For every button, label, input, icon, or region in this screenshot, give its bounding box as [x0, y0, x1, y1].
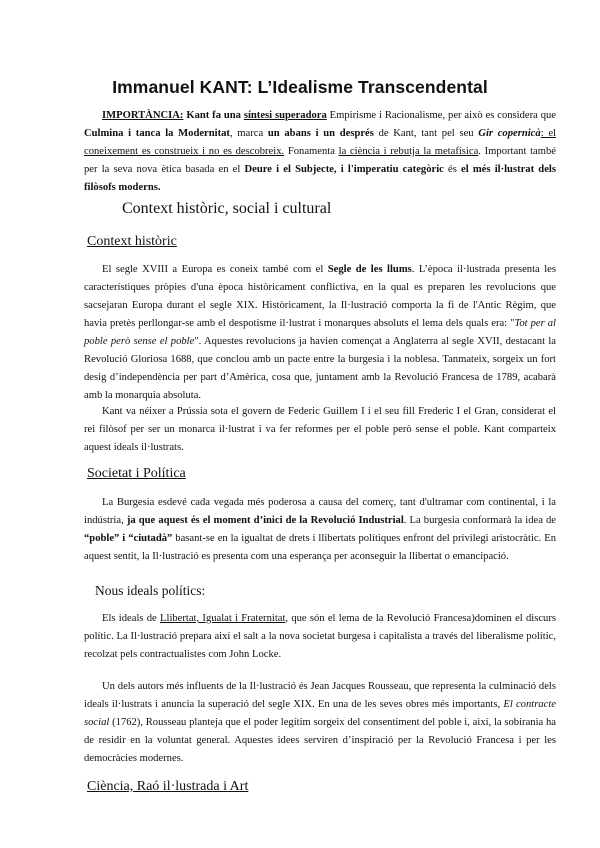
heading-nous-ideals: Nous ideals polítics: — [95, 583, 206, 598]
section-main-heading: Context històric, social i cultural — [122, 200, 332, 217]
document-title: Immanuel KANT: L’Idealisme Transcendental — [112, 77, 488, 97]
context-historic-paragraph-1: El segle XVIII a Europa es coneix també com el Segle de les llums. L’època il·lustrada presenta les característiques pròpies d'una època històricament conflictiva, en la qual es preparen les revolucions que sacsejaran Europa durant el segle XIX. Històricament, la Il·lustració comporta la fi de l'Antic Règim, que havia pretès perllongar-se amb el despotisme il·lustrat i monarques absoluts el lema dels quals era: "Tot per al poble però sense el poble". Aquestes revolucions ja havien començat a Anglaterra al segle XVII, destacant la Revolució Gloriosa 1688, que conclou amb un pacte entre la burgesia i la noblesa. Tanmateix, sorgeix un fort desig d’independència per part d’Amèrica, cosa que, juntament amb la Revolució Francesa de 1789, acabarà amb la monarquia absoluta. — [84, 264, 556, 401]
heading-societat: Societat i Política — [87, 466, 186, 481]
context-historic-paragraph-2: Kant va néixer a Prússia sota el govern de Federic Guillem I i el seu fill Frederic I el Gran, considerat el rei filòsof per ser un monarca il·lustrat i va fer reformes per el poble però sense el poble. Kant comparteix aquest ideals il·lustrats. — [84, 406, 556, 453]
nous-ideals-paragraph-1: Els ideals de Llibertat, Igualat i Fraternitat, que són el lema de la Revolució Francesa)dominen el discurs polític. La Il·lustració prepara així el salt a la nova societat burgesa i capitalista a través del liberalisme polític, recolzat pels contractualistes com John Locke. — [84, 613, 556, 660]
importance-label: IMPORTÀNCIA: — [102, 110, 184, 121]
heading-ciencia: Ciència, Raó il·lustrada i Art — [87, 779, 249, 794]
societat-paragraph: La Burgesia esdevé cada vegada més poderosa a causa del comerç, tant d'ultramar com continental, i la indústria, ja que aquest és el moment d’inici de la Revolució Industrial. La burgesia conformarà la idea de “poble” i “ciutadà” basant-se en la igualtat de drets i llibertats polítiques enfront del privilegi aristocràtic. En aquest sentit, la Il·lustració es presenta com una esperança per aconseguir la llibertat o emancipació. — [84, 497, 556, 562]
intro-paragraph: IMPORTÀNCIA: Kant fa una síntesi superadora Empirisme i Racionalisme, per això es considera que Culmina i tanca la Modernitat, marca un abans i un després de Kant, tant pel seu Gir copernicà: el coneixement es construeix i no es descobreix. Fonamenta la ciència i rebutja la metafísica. Important també per la seva nova ètica basada en el Deure i el Subjecte, i l'imperatiu categòric és el més il·lustrat dels filòsofs moderns. — [84, 110, 557, 193]
nous-ideals-paragraph-2: Un dels autors més influents de la Il·lustració és Jean Jacques Rousseau, que representa la culminació dels ideals il·lustrats i anuncia la superació del segle XIX. En una de les seves obres més importants, El contracte social (1762), Rousseau planteja que el poder legítim sorgeix del consentiment del poble i, així, la sobirania ha de residir en la voluntat general. Aquestes idees serviren d’inspiració per la Revolució Francesa i per les democràcies modernes. — [84, 681, 556, 764]
heading-context-historic: Context històric — [87, 234, 177, 249]
